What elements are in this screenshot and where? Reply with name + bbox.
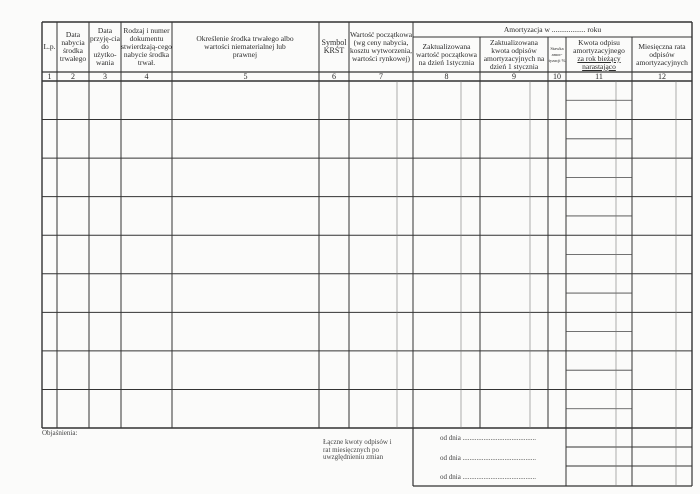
from-date-1[interactable]: od dnia .......................................... — [440, 434, 537, 442]
column-number: 4 — [144, 72, 149, 81]
column-number: 1 — [47, 72, 52, 81]
column-number: 12 — [658, 72, 666, 81]
header-document: Rodzaj i numer dokumentu stwierdzają-cego nabycie środka trwał. — [121, 26, 172, 67]
column-number: 11 — [595, 72, 603, 81]
column-number: 6 — [332, 72, 336, 81]
column-number: 9 — [512, 72, 516, 81]
header-commission-date: Data przyję-cia do użytko-wania — [90, 26, 120, 67]
header-monthly-installment: Miesięczna rata odpisów amortyzacyjnych — [636, 41, 688, 67]
header-updated-value: Zaktualizowana wartość początkowa na dzień 1stycznia — [415, 41, 477, 67]
totals-label: Łączne kwoty odpisów i rat miesięcznych po uwzględnieniu zmian — [323, 438, 392, 461]
header-asset-description: Określenie środka trwałego albo wartości niematerialnej lub prawnej — [196, 34, 294, 59]
header-krst-symbol: Symbol KRŚT — [321, 38, 347, 55]
column-number: 5 — [243, 72, 248, 81]
from-date-3[interactable]: od dnia .......................................... — [440, 473, 537, 481]
notes-label: Objaśnienia: — [42, 429, 78, 437]
header-updated-write-offs: Zaktualizowana kwota odpisów amortyzacyjnych na dzień 1 stycznia — [483, 37, 545, 71]
column-number: 10 — [553, 72, 561, 81]
column-number: 2 — [71, 72, 75, 81]
header-initial-value: Wartość początkowa (wg ceny nabycia, kosztu wytworzenia, wartości rynkowej) — [349, 30, 413, 63]
column-number: 8 — [444, 72, 449, 81]
header-acquisition-date: Data nabycia środka trwałego — [59, 30, 87, 63]
header-write-off-amount-line1: Kwota odpisu amortyzacyjnego — [573, 37, 625, 55]
header-write-off-amount — [566, 37, 632, 72]
header-lp: L.p. — [43, 42, 56, 51]
header-amortization-year: Amortyzacja w .................. roku — [503, 24, 602, 34]
header-write-off-amount-line2: za rok bieżący narastająco — [577, 53, 621, 71]
column-number: 3 — [103, 72, 107, 81]
column-number: 7 — [379, 72, 383, 81]
from-date-2[interactable]: od dnia .......................................... — [440, 454, 537, 462]
header-rate: Stawka amor-tyzacji % — [548, 45, 566, 63]
